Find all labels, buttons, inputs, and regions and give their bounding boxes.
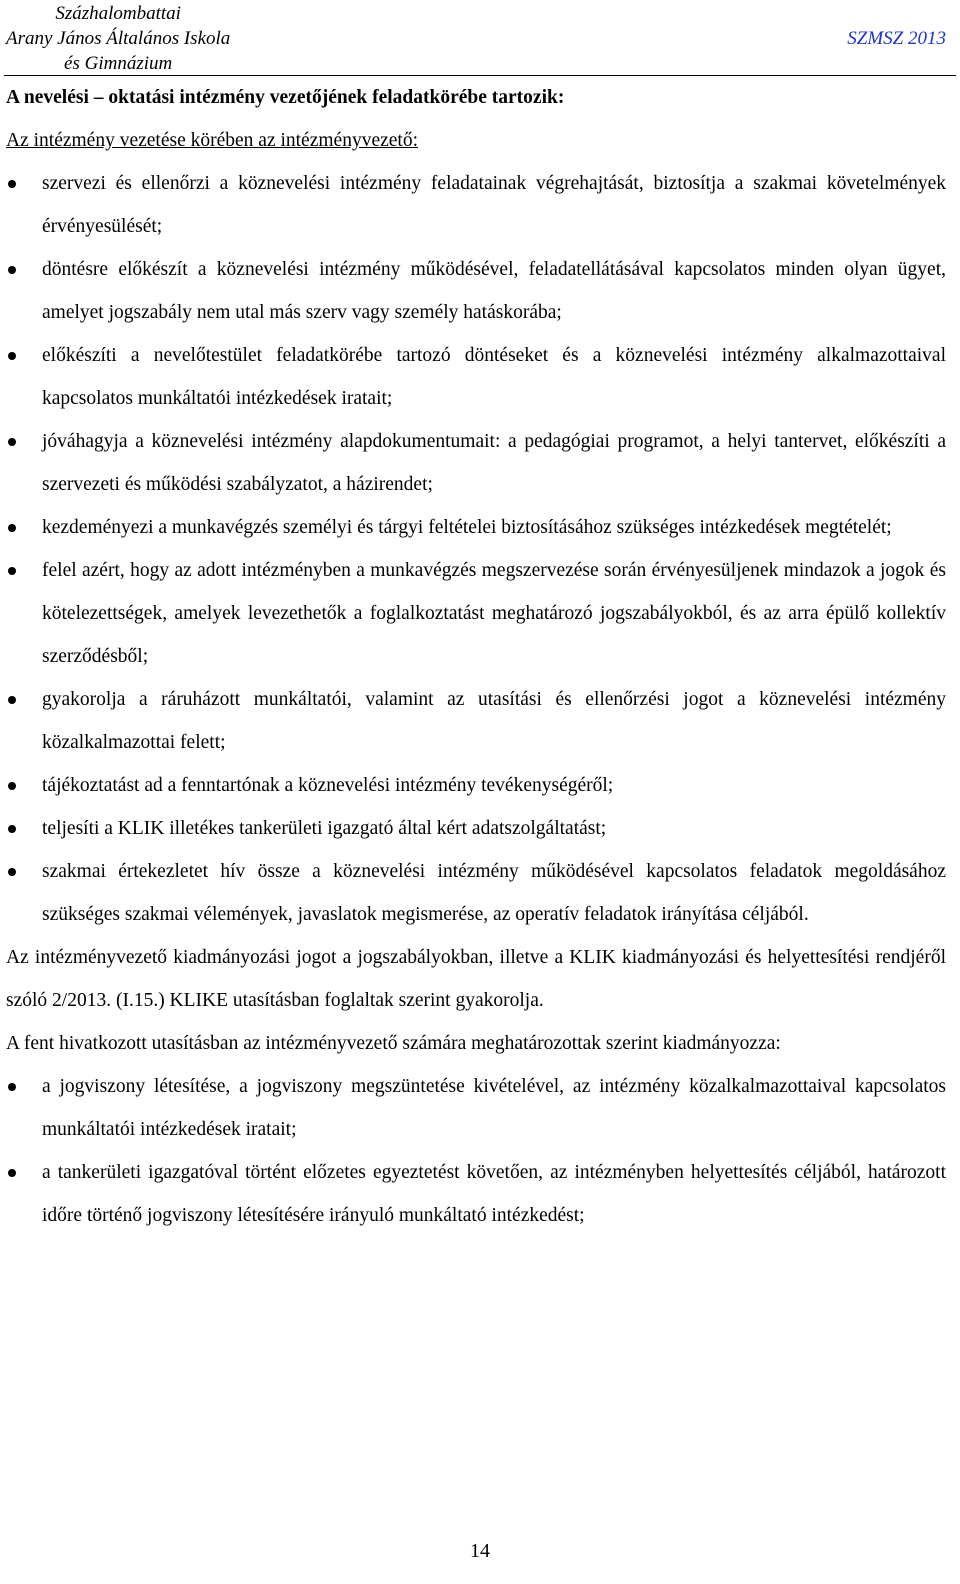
list-item-text: a jogviszony létesítése, a jogviszony megszüntetése kivételével, az intézmény közalkalmazottaival kapcsolatos munkáltatói intézkedések iratait; xyxy=(42,1076,946,1140)
paragraph-signing-rights: Az intézményvezető kiadmányozási jogot a jogszabályokban, illetve a KLIK kiadmányozási és helyettesítési rendjéről szóló 2/2013. (I.15.) KLIKE utasításban foglaltak szerint gyakorolja. xyxy=(6,947,946,1011)
bullet-icon xyxy=(8,524,16,532)
list-item xyxy=(6,162,946,248)
bullet-icon xyxy=(8,352,16,360)
paragraph-signing-scope: A fent hivatkozott utasításban az intézményvezető számára meghatározottak szerint kiadmányozza: xyxy=(6,1033,781,1054)
list-item-text: teljesíti a KLIK illetékes tankerületi igazgató által kért adatszolgáltatást; xyxy=(42,818,607,839)
list-item xyxy=(6,764,946,807)
section-heading: A nevelési – oktatási intézmény vezetőjének feladatkörébe tartozik: xyxy=(6,87,565,108)
bullet-icon xyxy=(8,825,16,833)
bullet-icon xyxy=(8,1083,16,1091)
list-item xyxy=(6,506,946,549)
document-body xyxy=(6,76,946,1237)
document-code: SZMSZ 2013 xyxy=(847,28,946,49)
list-item-text: gyakorolja a ráruházott munkáltatói, valamint az utasítási és ellenőrzési jogot a köznevelési intézmény közalkalmazottai felett; xyxy=(42,689,946,753)
bullet-icon xyxy=(8,868,16,876)
school-name-line-2: Arany János Általános Iskola xyxy=(6,28,231,49)
page-header xyxy=(0,0,960,78)
list-item xyxy=(6,248,946,334)
bullet-icon xyxy=(8,438,16,446)
school-name xyxy=(6,1,230,76)
duties-list xyxy=(6,162,946,936)
signing-list xyxy=(6,1065,946,1237)
bullet-icon xyxy=(8,567,16,575)
list-item xyxy=(6,420,946,506)
section-subheading: Az intézmény vezetése körében az intézményvezető: xyxy=(6,130,418,151)
list-item xyxy=(6,807,946,850)
bullet-icon xyxy=(8,180,16,188)
list-item-text: tájékoztatást ad a fenntartónak a köznevelési intézmény tevékenységéről; xyxy=(42,775,614,796)
bullet-icon xyxy=(8,266,16,274)
list-item-text: előkészíti a nevelőtestület feladatkörébe tartozó döntéseket és a köznevelési intézmény alkalmazottaival kapcsolatos munkáltatói intézkedések iratait; xyxy=(42,345,946,409)
bullet-icon xyxy=(8,782,16,790)
list-item-text: jóváhagyja a köznevelési intézmény alapdokumentumait: a pedagógiai programot, a helyi tantervet, előkészíti a szervezeti és működési szabályzatot, a házirendet; xyxy=(42,431,946,495)
list-item-text: döntésre előkészít a köznevelési intézmény működésével, feladatellátásával kapcsolatos minden olyan ügyet, amelyet jogszabály nem utal más szerv vagy személy hatáskorába; xyxy=(42,259,946,323)
list-item-text: kezdeményezi a munkavégzés személyi és tárgyi feltételei biztosításához szükséges intézkedések megtételét; xyxy=(42,517,892,538)
school-name-line-1: Százhalombattai xyxy=(55,3,181,24)
list-item xyxy=(6,1151,946,1237)
list-item xyxy=(6,334,946,420)
list-item xyxy=(6,1065,946,1151)
school-name-line-3: és Gimnázium xyxy=(64,53,173,74)
list-item-text: szakmai értekezletet hív össze a köznevelési intézmény működésével kapcsolatos feladatok megoldásához szükséges szakmai vélemények, javaslatok megismerése, az operatív feladatok irányítása céljából. xyxy=(42,861,946,925)
list-item-text: felel azért, hogy az adott intézményben a munkavégzés megszervezése során érvényesüljenek mindazok a jogok és kötelezettségek, amelyek levezethetők a foglalkoztatást meghatározó jogszabályokból, és az arra épülő kollektív szerződésből; xyxy=(42,560,946,667)
bullet-icon xyxy=(8,696,16,704)
list-item xyxy=(6,549,946,678)
list-item-text: a tankerületi igazgatóval történt előzetes egyeztetést követően, az intézményben helyettesítés céljából, határozott időre történő jogviszony létesítésére irányuló munkáltató intézkedést; xyxy=(42,1162,946,1226)
list-item-text: szervezi és ellenőrzi a köznevelési intézmény feladatainak végrehajtását, biztosítja a szakmai követelmények érvényesülését; xyxy=(42,173,946,237)
bullet-icon xyxy=(8,1169,16,1177)
list-item xyxy=(6,678,946,764)
page-number: 14 xyxy=(470,1540,490,1562)
list-item xyxy=(6,850,946,936)
